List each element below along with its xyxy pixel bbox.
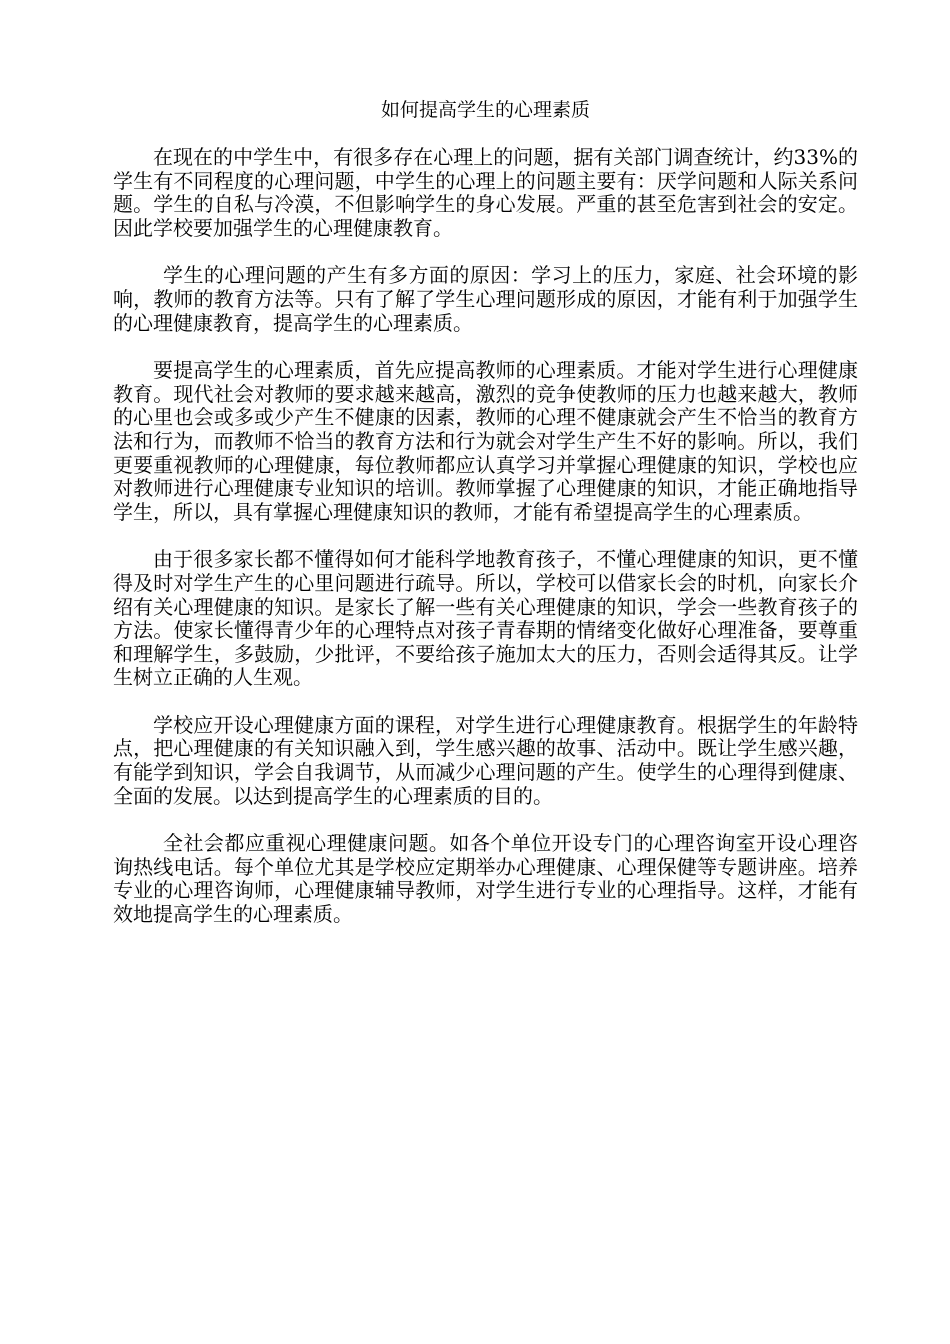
document-body xyxy=(113,96,858,951)
paragraph-society: 全社会都应重视心理健康问题。如各个单位开设专门的心理咨询室开设心理咨询热线电话。每个单位尤其是学校应定期举办心理健康、心理保健等专题讲座。培养专业的心理咨询师，心理健康辅导教师，对学生进行专业的心理指导。这样，才能有效地提高学生的心理素质。 xyxy=(113,831,858,927)
paragraph-causes: 学生的心理问题的产生有多方面的原因：学习上的压力，家庭、社会环境的影响，教师的教育方法等。只有了解了学生心理问题形成的原因，才能有利于加强学生的心理健康教育，提高学生的心理素质。 xyxy=(113,263,858,335)
paragraph-intro: 在现在的中学生中，有很多存在心理上的问题，据有关部门调查统计，约33%的学生有不同程度的心理问题，中学生的心理上的问题主要有：厌学问题和人际关系问题。学生的自私与冷漠，不但影响学生的身心发展。严重的甚至危害到社会的安定。因此学校要加强学生的心理健康教育。 xyxy=(113,145,858,240)
paragraph-teachers: 要提高学生的心理素质，首先应提高教师的心理素质。才能对学生进行心理健康教育。现代社会对教师的要求越来越高，激烈的竞争使教师的压力也越来越大，教师的心里也会或多或少产生不健康的因素，教师的心理不健康就会产生不恰当的教育方法和行为，而教师不恰当的教育方法和行为就会对学生产生不好的影响。所以，我们更要重视教师的心理健康，每位教师都应认真学习并掌握心理健康的知识，学校也应对教师进行心理健康专业知识的培训。教师掌握了心理健康的知识，才能正确地指导学生，所以，具有掌握心理健康知识的教师，才能有希望提高学生的心理素质。 xyxy=(113,358,858,524)
paragraph-parents: 由于很多家长都不懂得如何才能科学地教育孩子，不懂心理健康的知识，更不懂得及时对学生产生的心里问题进行疏导。所以，学校可以借家长会的时机，向家长介绍有关心理健康的知识。是家长了解一些有关心理健康的知识，学会一些教育孩子的方法。使家长懂得青少年的心理特点对孩子青春期的情绪变化做好心理准备，要尊重和理解学生，多鼓励，少批评，不要给孩子施加太大的压力，否则会适得其反。让学生树立正确的人生观。 xyxy=(113,547,858,690)
document-title: 如何提高学生的心理素质 xyxy=(380,99,590,121)
paragraph-school-courses: 学校应开设心理健康方面的课程，对学生进行心理健康教育。根据学生的年龄特点，把心理健康的有关知识融入到，学生感兴趣的故事、活动中。既让学生感兴趣，有能学到知识，学会自我调节，从而减少心理问题的产生。使学生的心理得到健康、全面的发展。以达到提高学生的心理素质的目的。 xyxy=(113,712,858,808)
